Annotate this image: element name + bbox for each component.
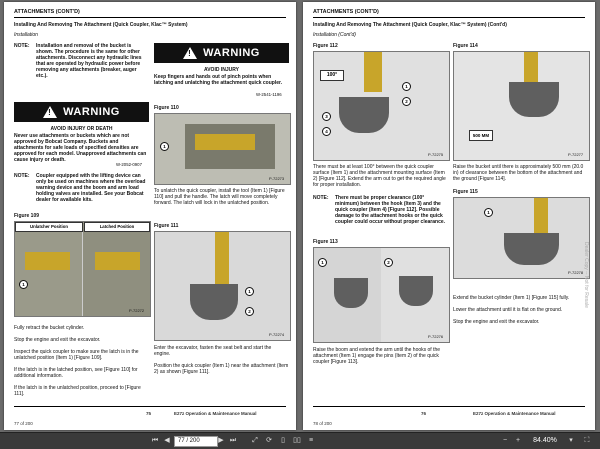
paragraph: Fully retract the bucket cylinder. bbox=[14, 325, 85, 331]
note-label: NOTE: bbox=[313, 195, 329, 201]
arm-shape bbox=[215, 232, 229, 292]
paragraph: Inspect the quick coupler to make sure the latch is in the unlatched position (Item 1) [Figure 109]. bbox=[14, 349, 139, 361]
subsection-title: Installation (Cont'd) bbox=[313, 32, 356, 38]
note-text: Coupler equipped with the lifting device can only be used on machines where the overload warning device and the boom and arm load holding valves are installed. See your Bobcat dealer for available kits. bbox=[36, 173, 146, 203]
bucket-shape bbox=[334, 278, 368, 308]
watermark: Dealer Copy -- Not for Resale bbox=[583, 242, 589, 308]
scroll-icon[interactable]: ≡ bbox=[308, 437, 314, 444]
paragraph: Lower the attachment until it is flat on the ground. bbox=[453, 307, 563, 313]
warning-triangle-icon: ! bbox=[183, 47, 197, 59]
section-title: Installing And Removing The Attachment (Quick Coupler, Klac™ System) (Cont'd) bbox=[313, 22, 507, 28]
page-left bbox=[4, 2, 296, 430]
two-page-icon[interactable]: ▯▯ bbox=[293, 437, 301, 444]
rotate-icon[interactable]: ⟳ bbox=[266, 437, 272, 444]
paragraph: Extend the bucket cylinder (Item 1) [Figure 115] fully. bbox=[453, 295, 570, 301]
page-header: ATTACHMENTS (CONT'D) bbox=[14, 9, 80, 15]
page-right bbox=[303, 2, 595, 430]
header-rule bbox=[313, 17, 585, 18]
fit-page-icon[interactable]: ⤢ bbox=[252, 437, 258, 444]
first-page-icon[interactable]: ⏮ bbox=[151, 437, 159, 444]
warning-banner bbox=[154, 43, 289, 63]
callout-3: 3 bbox=[322, 112, 331, 121]
bucket-shape bbox=[339, 97, 389, 133]
callout-1: 1 bbox=[160, 142, 169, 151]
paragraph: Stop the engine and exit the excavator. bbox=[453, 319, 540, 325]
figure-caption: Figure 114 bbox=[453, 43, 478, 49]
note-label: NOTE: bbox=[14, 43, 30, 49]
warning-title: WARNING bbox=[63, 106, 120, 118]
paragraph: There must be at least 100° between the quick coupler surface (Item 1) and the attachment mounting surface (Item 2) [Figure 112]. Extend the arm out to get the required angle for proper installation. bbox=[313, 164, 446, 188]
figure-code: P-72278 bbox=[568, 270, 584, 275]
viewer-toolbar bbox=[0, 432, 600, 449]
figure-caption: Figure 113 bbox=[313, 239, 338, 245]
arm-shape bbox=[534, 198, 548, 238]
warning-text: Keep fingers and hands out of pinch points when latching and unlatching the attachment quick coupler. bbox=[154, 74, 283, 86]
callout-1: 1 bbox=[245, 287, 254, 296]
zoom-out-icon[interactable]: − bbox=[502, 437, 508, 444]
bucket-shape bbox=[399, 276, 433, 306]
warning-banner bbox=[14, 102, 149, 122]
bucket-shape bbox=[504, 233, 559, 265]
manual-title: E27z Operation & Maintenance Manual bbox=[174, 411, 257, 416]
coupler-shape bbox=[195, 134, 255, 150]
last-page-icon[interactable]: ⏭ bbox=[229, 437, 237, 444]
coupler-shape bbox=[95, 252, 140, 270]
paragraph: If the latch is in the latched position, see [Figure 110] for additional information. bbox=[14, 367, 138, 379]
figure-caption: Figure 112 bbox=[313, 43, 338, 49]
paragraph: Enter the excavator, fasten the seat belt and start the engine. bbox=[154, 345, 272, 357]
note-label: NOTE: bbox=[14, 173, 30, 179]
figure-114-photo bbox=[453, 51, 590, 161]
next-page-icon[interactable]: ▶ bbox=[218, 437, 224, 444]
paragraph: Raise the boom and extend the arm until the hooks of the attachment (Item 1) engage the pins (Item 2) of the quick coupler [Figure 113]. bbox=[313, 347, 441, 365]
unlatched-label: Unlatcher Position bbox=[15, 222, 83, 232]
figure-caption: Figure 110 bbox=[154, 105, 179, 111]
page-of: 78 of 200 bbox=[313, 421, 332, 426]
figure-caption: Figure 115 bbox=[453, 189, 478, 195]
figure-code: P-72277 bbox=[568, 152, 584, 157]
paragraph: Raise the bucket until there is approximately 500 mm (20.0 in) of clearance between the bottom of the attachment and the ground [Figure 114]. bbox=[453, 164, 584, 182]
zoom-in-icon[interactable]: + bbox=[515, 437, 521, 444]
figure-110-photo bbox=[154, 113, 291, 185]
warning-code: W-2052-0907 bbox=[116, 162, 142, 167]
figure-code: P-72272 bbox=[129, 308, 145, 313]
figure-code: P-72273 bbox=[269, 176, 285, 181]
fullscreen-icon[interactable]: ⛶ bbox=[584, 437, 590, 444]
page-number: 75 bbox=[146, 411, 152, 416]
latched-label: Latched Position bbox=[84, 222, 150, 232]
figure-code: P-72274 bbox=[269, 332, 285, 337]
figure-109-photo bbox=[14, 221, 151, 317]
figure-111-photo bbox=[154, 231, 291, 341]
manual-title: E27z Operation & Maintenance Manual bbox=[473, 411, 556, 416]
warning-title: WARNING bbox=[203, 47, 260, 59]
paragraph: To unlatch the quick coupler, install the tool (Item 1) [Figure 110] and pull the handle. The latch will move completely forward. The latch will lock in the unlatched position. bbox=[154, 188, 285, 206]
prev-page-icon[interactable]: ◀ bbox=[164, 437, 170, 444]
bucket-shape bbox=[509, 82, 559, 117]
figure-115-photo bbox=[453, 197, 590, 279]
callout-4: 4 bbox=[322, 127, 331, 136]
figure-112-photo bbox=[313, 51, 450, 161]
warning-subtitle: AVOID INJURY bbox=[203, 67, 239, 73]
subsection-title: Installation bbox=[14, 32, 38, 38]
figure-113-photo bbox=[313, 247, 450, 343]
figure-caption: Figure 109 bbox=[14, 213, 40, 219]
warning-triangle-icon: ! bbox=[43, 106, 57, 118]
callout-2: 2 bbox=[402, 97, 411, 106]
callout-1: 1 bbox=[484, 208, 493, 217]
paragraph: If the latch is in the unlatched position, proceed to [Figure 111]. bbox=[14, 385, 141, 397]
warning-text: Never use attachments or buckets which are not approved by Bobcat Company. Buckets and attachments for safe loads of specified densities are approved for each model. Unapproved attachments can cause injury or death. bbox=[14, 133, 147, 163]
page-of: 77 of 200 bbox=[14, 421, 33, 426]
distance-label: 500 MM bbox=[469, 130, 493, 141]
figure-code: P-72276 bbox=[428, 334, 444, 339]
figure-code: P-72275 bbox=[428, 152, 444, 157]
zoom-level[interactable]: 84.40% bbox=[533, 437, 557, 444]
arm-shape bbox=[364, 52, 382, 92]
warning-code: W-2541-1196 bbox=[256, 92, 282, 97]
section-title: Installing And Removing The Attachment (Quick Coupler, Klac™ System) bbox=[14, 22, 188, 28]
coupler-shape bbox=[25, 252, 70, 270]
warning-subtitle: AVOID INJURY OR DEATH bbox=[50, 126, 113, 132]
footer-rule bbox=[14, 406, 286, 407]
callout-1: 1 bbox=[19, 280, 28, 289]
figure-caption: Figure 111 bbox=[154, 223, 179, 229]
angle-label: 100° bbox=[320, 70, 344, 81]
page-number: 76 bbox=[421, 411, 427, 416]
paragraph: Position the quick coupler (Item 1) near the attachment (Item 2) as shown [Figure 111]. bbox=[154, 363, 289, 375]
callout-1: 1 bbox=[318, 258, 327, 267]
zoom-dropdown-icon[interactable]: ▾ bbox=[569, 437, 573, 444]
note-text: There must be proper clearance (100° minimum) between the hook (Item 3) and the quick coupler (Item 4) [Figure 112]. Possible damage to the attachment hooks or the quick coupler could occur without proper clearance. bbox=[335, 195, 446, 225]
callout-2: 2 bbox=[384, 258, 393, 267]
bucket-shape bbox=[190, 284, 238, 320]
footer-rule bbox=[313, 406, 585, 407]
callout-2: 2 bbox=[245, 307, 254, 316]
note-text: Installation and removal of the bucket is shown. The procedure is the same for other attachments. Disconnect any hydraulic lines that are operated by hydraulic power before removing any attachments (breaker, auger etc.). bbox=[36, 43, 142, 79]
paragraph: Stop the engine and exit the excavator. bbox=[14, 337, 101, 343]
page-header: ATTACHMENTS (CONT'D) bbox=[313, 9, 379, 15]
page-number-input[interactable]: 77 / 200 bbox=[174, 436, 218, 447]
single-page-icon[interactable]: ▯ bbox=[281, 437, 285, 444]
header-rule bbox=[14, 17, 286, 18]
callout-1: 1 bbox=[402, 82, 411, 91]
